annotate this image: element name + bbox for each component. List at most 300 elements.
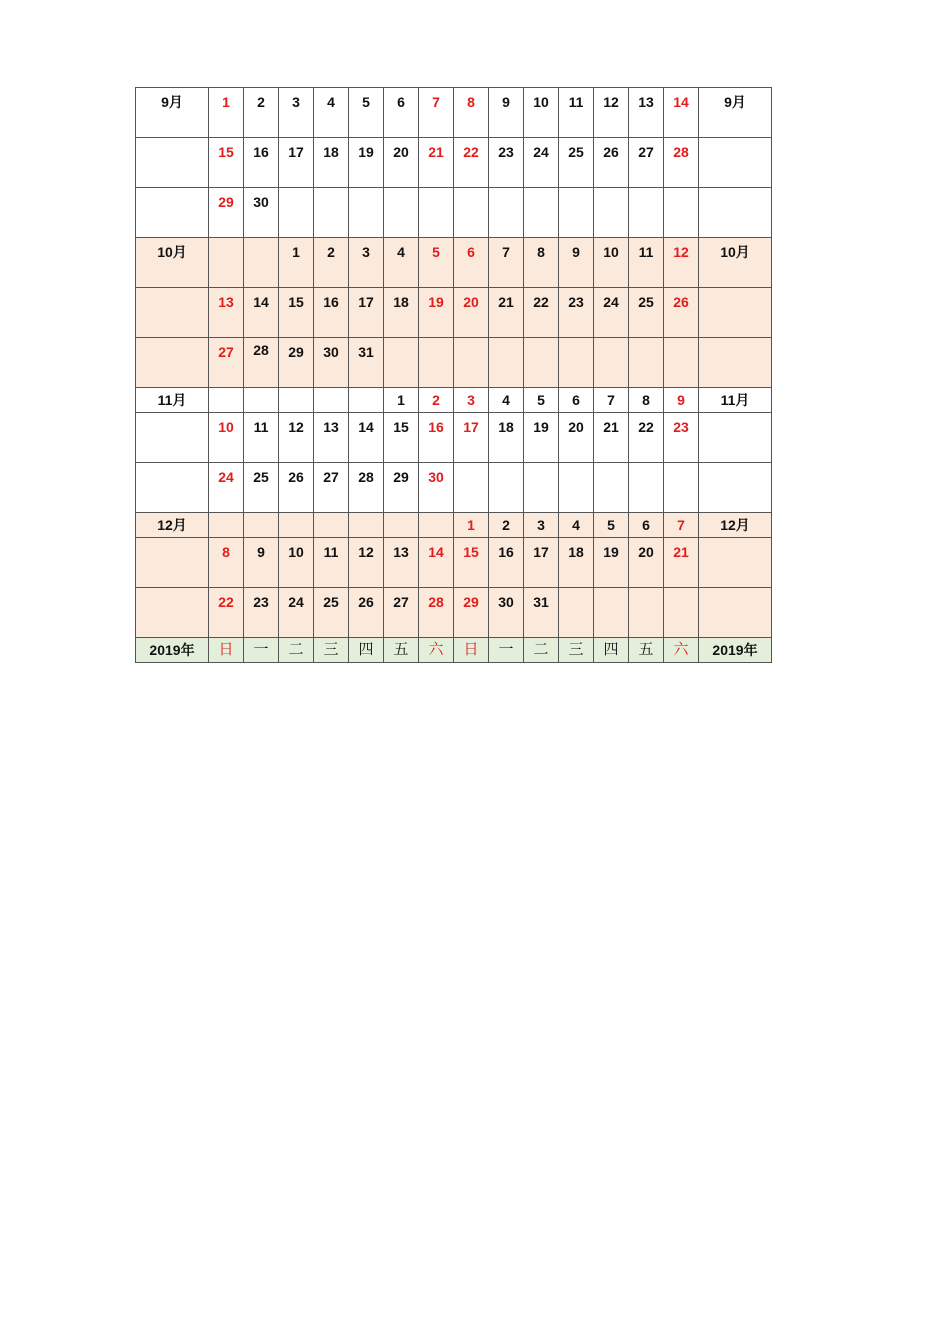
day-cell-text: 16 [428, 419, 444, 435]
day-cell [594, 238, 629, 288]
day-cell-text [489, 463, 523, 468]
weekday-cell [559, 638, 594, 663]
day-cell-text: 12 [358, 544, 374, 560]
day-cell-text: 22 [638, 419, 654, 435]
day-cell-text: 20 [393, 144, 409, 160]
day-cell-text: 3 [362, 244, 370, 260]
day-cell-text: 9 [257, 544, 265, 560]
day-cell [419, 513, 454, 538]
day-cell [419, 463, 454, 513]
day-cell [559, 288, 594, 338]
day-cell-text [314, 513, 348, 516]
month-label-right [699, 88, 772, 138]
day-cell [314, 388, 349, 413]
day-cell [594, 413, 629, 463]
weekday-cell-text: 六 [428, 641, 444, 658]
day-cell-text: 24 [533, 144, 549, 160]
day-cell [489, 538, 524, 588]
day-cell [314, 513, 349, 538]
weekday-cell-text: 六 [673, 641, 689, 658]
day-cell [454, 388, 489, 413]
day-cell-text: 9 [677, 392, 685, 408]
day-cell [629, 388, 664, 413]
day-cell-text: 22 [218, 594, 234, 610]
day-cell [664, 588, 699, 638]
day-cell [664, 388, 699, 413]
month-label-left-text: 9月 [161, 94, 183, 110]
month-label-right-text: 9月 [724, 94, 746, 110]
day-cell [559, 588, 594, 638]
day-cell-text: 18 [323, 144, 339, 160]
day-cell-text: 25 [323, 594, 339, 610]
day-cell [594, 288, 629, 338]
day-cell [629, 138, 664, 188]
day-cell [314, 88, 349, 138]
day-cell [524, 513, 559, 538]
month-label-right-text [699, 288, 771, 293]
month-label-left [136, 513, 209, 538]
day-cell-text [664, 588, 698, 593]
month-label-right-text [699, 138, 771, 143]
day-cell [349, 138, 384, 188]
day-cell [279, 238, 314, 288]
day-cell-text: 16 [323, 294, 339, 310]
day-cell [349, 388, 384, 413]
day-cell-text: 7 [432, 94, 440, 110]
day-cell-text [349, 513, 383, 516]
day-cell [559, 88, 594, 138]
month-label-right-text [699, 538, 771, 543]
day-cell [419, 588, 454, 638]
day-cell [524, 588, 559, 638]
day-cell-text: 27 [218, 344, 234, 360]
day-cell [664, 188, 699, 238]
day-cell-text: 29 [218, 194, 234, 210]
day-cell [454, 338, 489, 388]
day-cell [489, 338, 524, 388]
day-cell [209, 463, 244, 513]
day-cell [384, 388, 419, 413]
month-label-right [699, 638, 772, 663]
day-cell-text [559, 588, 593, 593]
day-cell-text: 7 [677, 517, 685, 533]
month-label-left-text [136, 413, 208, 418]
month-label-right [699, 288, 772, 338]
day-cell [629, 288, 664, 338]
day-cell [209, 413, 244, 463]
day-cell [454, 513, 489, 538]
day-cell [454, 188, 489, 238]
day-cell-text: 17 [358, 294, 374, 310]
day-cell-text: 9 [572, 244, 580, 260]
day-cell [384, 413, 419, 463]
day-cell [524, 288, 559, 338]
day-cell [559, 338, 594, 388]
day-cell-text: 17 [533, 544, 549, 560]
day-cell-text: 20 [638, 544, 654, 560]
day-cell-text [314, 188, 348, 193]
day-cell [349, 288, 384, 338]
day-cell-text [559, 463, 593, 468]
day-cell-text: 24 [288, 594, 304, 610]
day-cell [489, 88, 524, 138]
day-cell-text: 4 [572, 517, 580, 533]
day-cell [594, 188, 629, 238]
day-cell-text [489, 338, 523, 343]
weekday-cell-text: 日 [463, 641, 479, 658]
day-cell [629, 588, 664, 638]
day-cell-text: 21 [603, 419, 619, 435]
day-cell [349, 513, 384, 538]
day-cell [629, 538, 664, 588]
day-cell [384, 338, 419, 388]
day-cell [244, 238, 279, 288]
month-label-right [699, 588, 772, 638]
day-cell-text: 27 [323, 469, 339, 485]
day-cell-text: 26 [288, 469, 304, 485]
month-label-left-text [136, 288, 208, 293]
day-cell-text: 26 [358, 594, 374, 610]
day-cell-text: 17 [463, 419, 479, 435]
day-cell [489, 513, 524, 538]
day-cell-text: 7 [607, 392, 615, 408]
day-cell-text: 10 [533, 94, 549, 110]
day-cell-text: 2 [257, 94, 265, 110]
day-cell-text: 13 [323, 419, 339, 435]
day-cell-text: 25 [253, 469, 269, 485]
day-cell [314, 188, 349, 238]
day-cell [629, 188, 664, 238]
weekday-cell [524, 638, 559, 663]
day-cell-text: 31 [533, 594, 549, 610]
day-cell [664, 238, 699, 288]
month-label-left-text [136, 188, 208, 193]
day-cell-text: 18 [393, 294, 409, 310]
day-cell [279, 588, 314, 638]
day-cell-text: 3 [292, 94, 300, 110]
month-label-left-text: 10月 [157, 244, 187, 260]
day-cell [209, 288, 244, 338]
day-cell [524, 138, 559, 188]
day-cell-text [384, 188, 418, 193]
day-cell [419, 238, 454, 288]
day-cell-text: 1 [292, 244, 300, 260]
day-cell [384, 138, 419, 188]
day-cell [664, 288, 699, 338]
weekday-cell-text: 二 [533, 641, 549, 658]
day-cell [384, 288, 419, 338]
day-cell [279, 138, 314, 188]
month-label-left-text [136, 538, 208, 543]
day-cell-text: 23 [498, 144, 514, 160]
day-cell [209, 138, 244, 188]
day-cell [384, 538, 419, 588]
day-cell-text: 25 [568, 144, 584, 160]
day-cell-text: 9 [502, 94, 510, 110]
day-cell [314, 463, 349, 513]
month-label-left [136, 238, 209, 288]
month-label-left [136, 638, 209, 663]
day-cell-text: 16 [253, 144, 269, 160]
day-cell [419, 138, 454, 188]
day-cell-text [524, 463, 558, 468]
month-label-right [699, 413, 772, 463]
day-cell [489, 288, 524, 338]
day-cell-text: 13 [218, 294, 234, 310]
day-cell [244, 538, 279, 588]
day-cell [384, 513, 419, 538]
day-cell-text: 27 [393, 594, 409, 610]
day-cell [244, 388, 279, 413]
day-cell [629, 413, 664, 463]
day-cell [279, 413, 314, 463]
day-cell [419, 338, 454, 388]
day-cell-text [629, 463, 663, 468]
day-cell-text: 3 [537, 517, 545, 533]
day-cell [454, 463, 489, 513]
day-cell-text: 1 [397, 392, 405, 408]
day-cell [454, 538, 489, 588]
day-cell-text: 11 [253, 419, 269, 435]
day-cell [279, 463, 314, 513]
day-cell-text: 23 [673, 419, 689, 435]
day-cell-text: 11 [638, 244, 654, 260]
month-label-left [136, 288, 209, 338]
month-label-left [136, 338, 209, 388]
day-cell [489, 138, 524, 188]
day-cell-text [209, 513, 243, 516]
day-cell [524, 88, 559, 138]
day-cell-text: 21 [428, 144, 444, 160]
day-cell [279, 188, 314, 238]
day-cell [209, 513, 244, 538]
month-label-right-text: 10月 [720, 244, 750, 260]
day-cell-text: 31 [358, 344, 374, 360]
day-cell-text: 12 [603, 94, 619, 110]
weekday-cell-text: 一 [498, 641, 514, 658]
month-label-left [136, 88, 209, 138]
day-cell-text: 21 [673, 544, 689, 560]
day-cell-text: 6 [467, 244, 475, 260]
day-cell [454, 288, 489, 338]
day-cell [594, 588, 629, 638]
day-cell [419, 188, 454, 238]
day-cell-text: 16 [498, 544, 514, 560]
day-cell-text: 1 [222, 94, 230, 110]
day-cell [664, 538, 699, 588]
day-cell [279, 538, 314, 588]
day-cell [244, 138, 279, 188]
day-cell [244, 188, 279, 238]
day-cell-text: 7 [502, 244, 510, 260]
weekday-cell [279, 638, 314, 663]
day-cell-text: 14 [673, 94, 689, 110]
day-cell-text [594, 463, 628, 468]
day-cell [314, 538, 349, 588]
day-cell [559, 538, 594, 588]
day-cell-text: 3 [467, 392, 475, 408]
day-cell [384, 238, 419, 288]
day-cell-text: 18 [568, 544, 584, 560]
day-cell-text [279, 188, 313, 193]
day-cell-text: 27 [638, 144, 654, 160]
day-cell-text: 23 [253, 594, 269, 610]
day-cell-text [384, 513, 418, 516]
weekday-cell [314, 638, 349, 663]
day-cell [664, 138, 699, 188]
weekday-cell-text: 四 [603, 641, 619, 658]
weekday-cell-text: 四 [358, 641, 374, 658]
day-cell-text: 21 [498, 294, 514, 310]
calendar-week-row [136, 588, 772, 638]
day-cell-text: 18 [498, 419, 514, 435]
month-label-right [699, 463, 772, 513]
day-cell [349, 588, 384, 638]
day-cell [314, 338, 349, 388]
day-cell [664, 413, 699, 463]
month-label-right-text [699, 188, 771, 193]
day-cell-text: 30 [253, 194, 269, 210]
weekday-cell [384, 638, 419, 663]
month-label-left [136, 138, 209, 188]
month-label-left-text: 2019年 [149, 642, 195, 658]
day-cell-text [454, 188, 488, 193]
day-cell-text: 5 [432, 244, 440, 260]
calendar-week-row [136, 88, 772, 138]
weekday-cell-text: 三 [568, 641, 584, 658]
day-cell-text: 30 [323, 344, 339, 360]
day-cell [594, 88, 629, 138]
day-cell [594, 388, 629, 413]
day-cell-text: 29 [288, 344, 304, 360]
weekday-cell-text: 三 [323, 641, 339, 658]
calendar-week-row [136, 463, 772, 513]
day-cell-text: 19 [428, 294, 444, 310]
day-cell-text: 22 [463, 144, 479, 160]
month-label-left-text [136, 463, 208, 468]
day-cell-text: 15 [218, 144, 234, 160]
day-cell-text: 15 [288, 294, 304, 310]
month-label-left [136, 388, 209, 413]
calendar-week-row [136, 413, 772, 463]
calendar-week-row [136, 138, 772, 188]
day-cell-text [629, 338, 663, 343]
day-cell [244, 588, 279, 638]
calendar-week-row [136, 288, 772, 338]
month-label-left-text: 12月 [157, 517, 187, 533]
weekday-cell [629, 638, 664, 663]
weekday-cell-text: 一 [253, 641, 269, 658]
weekday-cell [664, 638, 699, 663]
day-cell-text: 25 [638, 294, 654, 310]
weekday-cell-text: 二 [288, 641, 304, 658]
weekday-cell-text: 五 [638, 641, 654, 658]
day-cell [664, 88, 699, 138]
day-cell [629, 238, 664, 288]
calendar-table [135, 87, 772, 663]
day-cell [244, 413, 279, 463]
day-cell-text: 22 [533, 294, 549, 310]
month-label-right-text: 11月 [720, 392, 750, 408]
day-cell-text [419, 338, 453, 343]
day-cell-text: 28 [253, 342, 269, 358]
day-cell [384, 463, 419, 513]
month-label-left [136, 413, 209, 463]
day-cell [209, 338, 244, 388]
day-cell [524, 538, 559, 588]
day-cell-text: 2 [432, 392, 440, 408]
day-cell [244, 88, 279, 138]
day-cell-text: 30 [498, 594, 514, 610]
day-cell-text: 11 [568, 94, 584, 110]
day-cell [559, 388, 594, 413]
calendar-week-row [136, 238, 772, 288]
day-cell [419, 538, 454, 588]
day-cell [279, 88, 314, 138]
weekday-cell-text: 五 [393, 641, 409, 658]
day-cell-text: 12 [288, 419, 304, 435]
day-cell-text [454, 338, 488, 343]
month-label-right [699, 138, 772, 188]
day-cell [314, 288, 349, 338]
day-cell-text: 5 [362, 94, 370, 110]
day-cell-text: 11 [323, 544, 339, 560]
day-cell-text: 2 [327, 244, 335, 260]
day-cell [524, 188, 559, 238]
day-cell [244, 463, 279, 513]
day-cell-text: 1 [467, 517, 475, 533]
day-cell-text [524, 188, 558, 193]
day-cell [209, 238, 244, 288]
weekday-cell [209, 638, 244, 663]
month-label-left-text: 11月 [157, 392, 187, 408]
day-cell [489, 588, 524, 638]
day-cell [524, 238, 559, 288]
day-cell [594, 338, 629, 388]
day-cell-text [524, 338, 558, 343]
month-label-right [699, 188, 772, 238]
day-cell [524, 413, 559, 463]
day-cell-text: 24 [603, 294, 619, 310]
day-cell-text: 26 [603, 144, 619, 160]
day-cell-text: 6 [642, 517, 650, 533]
day-cell-text: 5 [607, 517, 615, 533]
day-cell-text [419, 513, 453, 516]
day-cell [559, 513, 594, 538]
weekday-cell-text: 日 [218, 641, 234, 658]
day-cell [419, 288, 454, 338]
day-cell [349, 538, 384, 588]
day-cell [524, 388, 559, 413]
month-label-right-text [699, 588, 771, 593]
day-cell-text [454, 463, 488, 468]
day-cell-text: 29 [393, 469, 409, 485]
month-label-left-text [136, 138, 208, 143]
month-label-left-text [136, 338, 208, 343]
day-cell [559, 463, 594, 513]
day-cell-text: 19 [533, 419, 549, 435]
month-label-right [699, 513, 772, 538]
day-cell [489, 188, 524, 238]
day-cell [314, 238, 349, 288]
day-cell [314, 588, 349, 638]
day-cell [209, 588, 244, 638]
day-cell-text: 28 [673, 144, 689, 160]
day-cell-text [384, 338, 418, 343]
day-cell-text: 4 [502, 392, 510, 408]
day-cell [489, 463, 524, 513]
day-cell [454, 588, 489, 638]
